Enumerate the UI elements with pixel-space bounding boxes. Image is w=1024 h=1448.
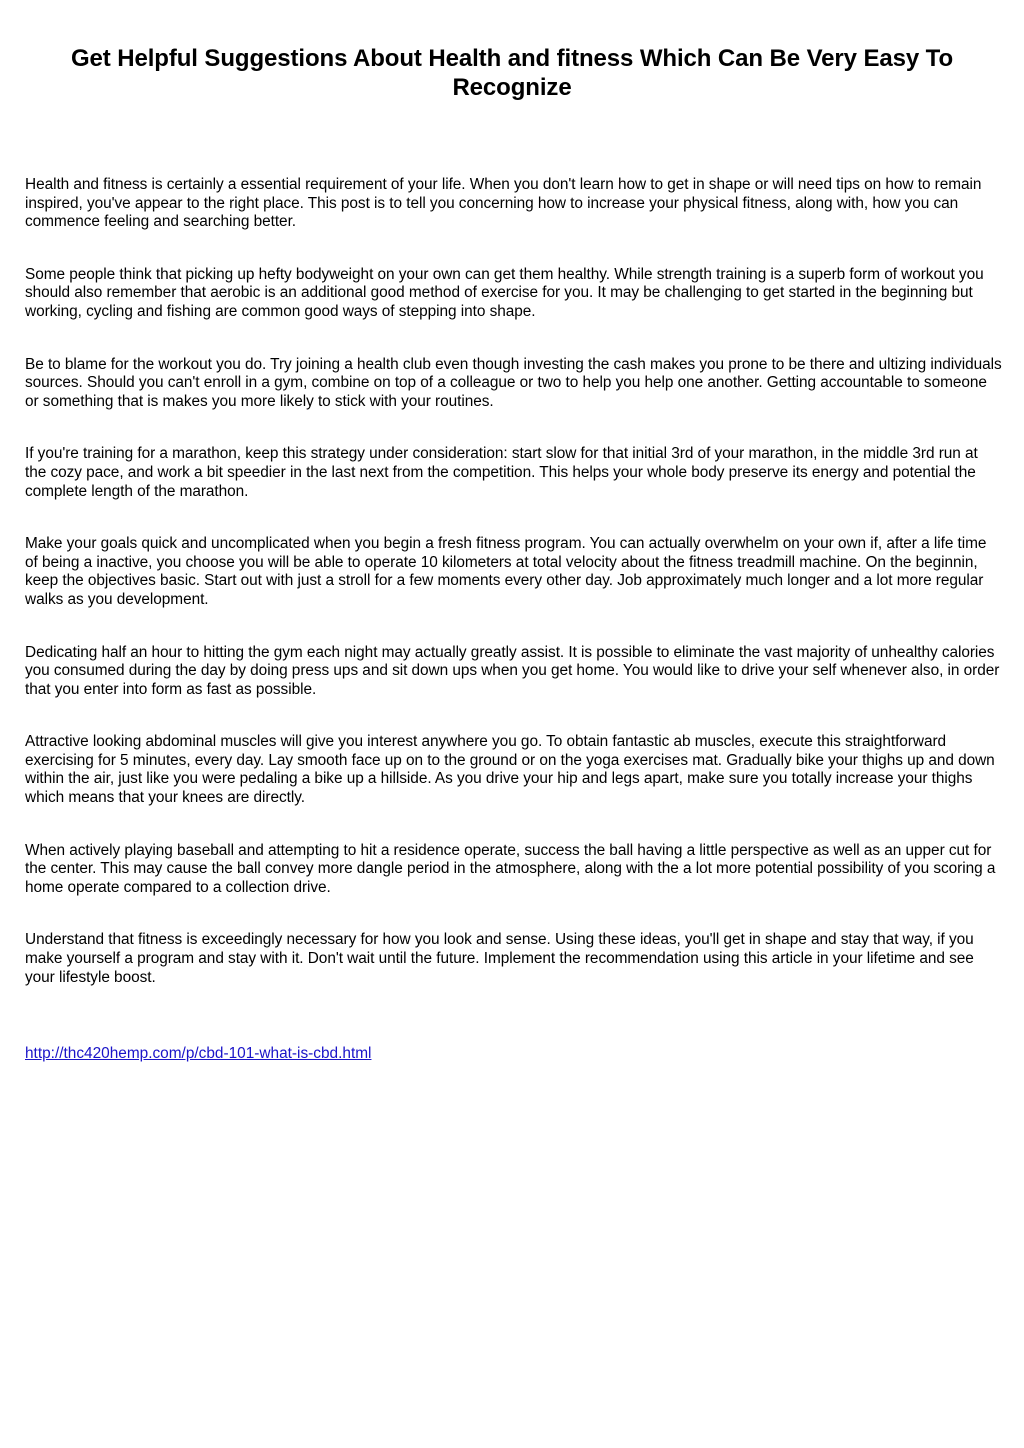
paragraph-intro: Health and fitness is certainly a essential requirement of your life. When you don't learn how to get in shape or will need tips on how to remain inspired, you've appear to the right place. This post is to tell you concerning how to increase your physical fitness, along with, how you can commence feeling and searching better. — [25, 176, 982, 231]
paragraph-baseball: When actively playing baseball and attempting to hit a residence operate, success the ball having a little perspective as well as an upper cut for the center. This may cause the ball convey more dangle period in the atmosphere, along with the a lot more potential possibility of you scoring a home operate compared to a collection drive. — [25, 841, 996, 896]
paragraph-strength-training: Some people think that picking up hefty bodyweight on your own can get them healthy. While strength training is a superb form of workout you should also remember that aerobic is an additional good method of exercise for you. It may be challenging to get started in the beginning but working, cycling and fishing are common good ways of stepping into shape. — [25, 265, 984, 320]
paragraph-goals: Make your goals quick and uncomplicated when you begin a fresh fitness program. You can actually overwhelm on your own if, after a life time of being a inactive, you choose you will be able to operate 10 kilometers at total velocity about the fitness treadmill machine. On the beginnin, keep the objectives basic. Start out with just a stroll for a few moments every other day. Job approximately much longer and a lot more regular walks as you development. — [25, 535, 987, 608]
document-title: Get Helpful Suggestions About Health and fitness Which Can Be Very Easy To Recognize — [70, 45, 954, 101]
paragraph-accountability: Be to blame for the workout you do. Try joining a health club even though investing the cash makes you prone to be there and ultizing individuals sources. Should you can't enroll in a gym, combine on top of a colleague or two to help you help one another. Getting accountable to someone or something that is makes you more likely to stick with your routines. — [25, 355, 1002, 410]
paragraph-marathon: If you're training for a marathon, keep this strategy under consideration: start slow for that initial 3rd of your marathon, in the middle 3rd run at the cozy pace, and work a bit speedier in the last next from the competition. This helps your whole body preserve its energy and potential the complete length of the marathon. — [25, 445, 978, 500]
paragraph-conclusion: Understand that fitness is exceedingly necessary for how you look and sense. Using these ideas, you'll get in shape and stay that way, if you make yourself a program and stay with it. Don't wait until the future. Implement the recommendation using this article in your lifetime and see your lifestyle boost. — [25, 931, 974, 986]
paragraph-half-hour: Dedicating half an hour to hitting the gym each night may actually greatly assist. It is possible to eliminate the vast majority of unhealthy calories you consumed during the day by doing press ups and sit down ups when you get home. You would like to drive your self whenever also, in order that you enter into form as fast as possible. — [25, 643, 1000, 698]
paragraph-abdominal: Attractive looking abdominal muscles will give you interest anywhere you go. To obtain fantastic ab muscles, execute this straightforward exercising for 5 minutes, every day. Lay smooth face up on to the ground or on the yoga exercises mat. Gradually bike your thighs up and down within the air, just like you were pedaling a bike up a hillside. As you drive your hip and legs apart, make sure you totally increase your thighs which means that your knees are directly. — [25, 733, 995, 807]
document-body — [25, 176, 1003, 1064]
source-link[interactable]: http://thc420hemp.com/p/cbd-101-what-is-cbd.html — [25, 1045, 372, 1063]
